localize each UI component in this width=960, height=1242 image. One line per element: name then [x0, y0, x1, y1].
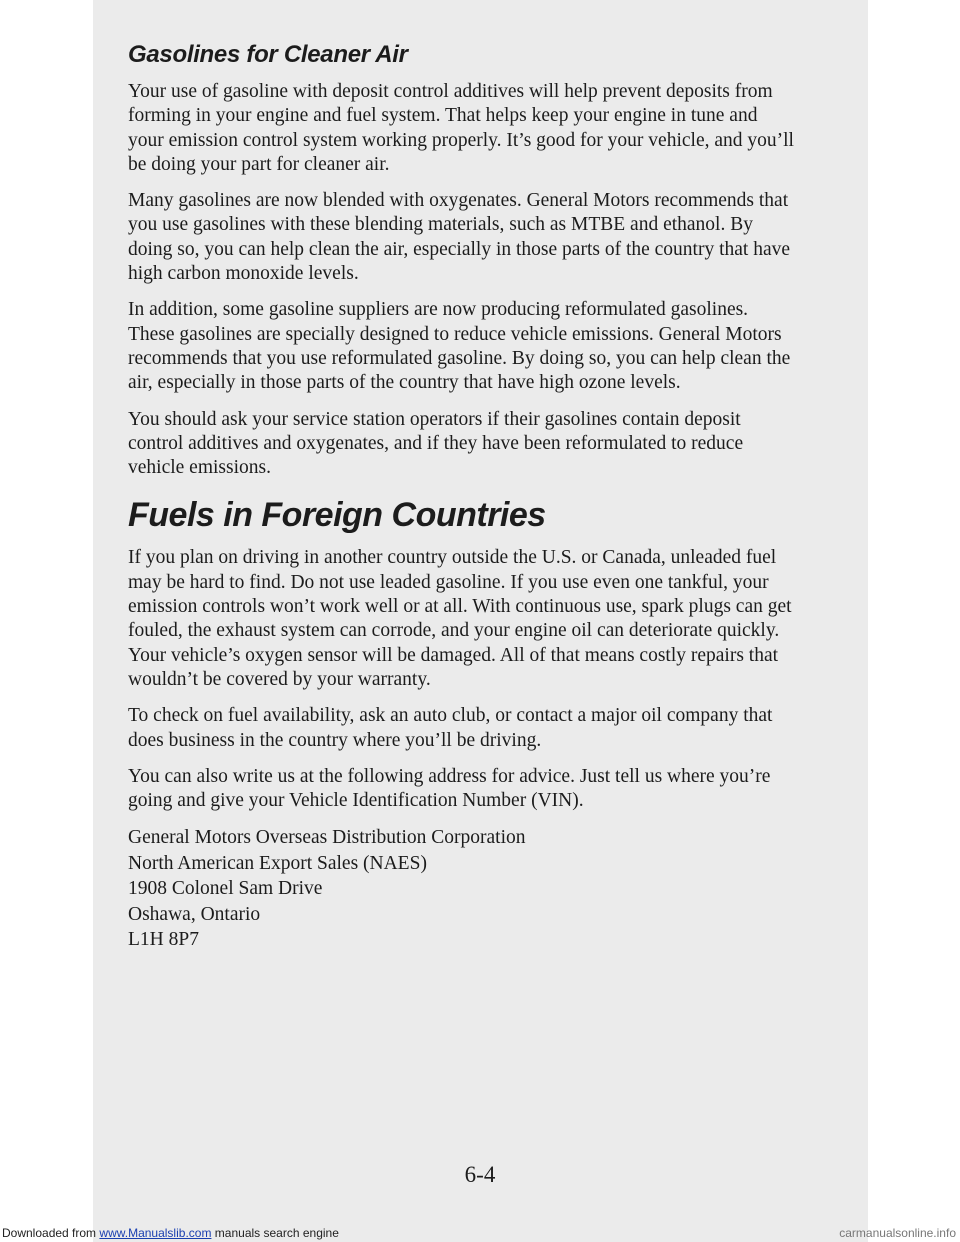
watermark-text: carmanualsonline.info	[839, 1226, 956, 1240]
section-heading-cleaner-air: Gasolines for Cleaner Air	[128, 41, 408, 68]
section-heading-foreign-fuels: Fuels in Foreign Countries	[128, 496, 546, 535]
address-line: General Motors Overseas Distribution Corporation	[128, 827, 526, 849]
address-line: L1H 8P7	[128, 929, 199, 951]
page-content	[128, 40, 798, 953]
paragraph: In addition, some gasoline suppliers are now producing reformulated gasolines. These gasolines are specially designed to reduce vehicle emissions. General Motors recommends that you use reformulated gasoline. By doing so, you can help clean the air, especially in those parts of the country that have high ozone levels.	[128, 299, 791, 394]
download-footer	[0, 1226, 960, 1242]
address-line: North American Export Sales (NAES)	[128, 852, 427, 874]
paragraph: Your use of gasoline with deposit control additives will help prevent deposits from forming in your engine and fuel system. That helps keep your engine in tune and your emission control system working properly. It’s good for your vehicle, and you’ll be doing your part for cleaner air.	[128, 81, 794, 175]
paragraph: To check on fuel availability, ask an auto club, or contact a major oil company that does business in the country where you’ll be driving.	[128, 705, 773, 751]
footer-prefix: Downloaded from	[2, 1226, 97, 1240]
address-line: 1908 Colonel Sam Drive	[128, 878, 323, 900]
footer-suffix: manuals search engine	[214, 1226, 339, 1240]
paragraph: Many gasolines are now blended with oxygenates. General Motors recommends that you use gasolines with these blending materials, such as MTBE and ethanol. By doing so, you can help clean the air, especially in those parts of the country that have high carbon monoxide levels.	[128, 190, 791, 285]
paragraph: If you plan on driving in another country outside the U.S. or Canada, unleaded fuel may be hard to find. Do not use leaded gasoline. If you use even one tankful, your emission controls won’t work well or at all. With continuous use, spark plugs can get fouled, the exhaust system can corrode, and your engine oil can deteriorate quickly. Your vehicle’s oxygen sensor will be damaged. All of that means costly repairs that wouldn’t be covered by your warranty.	[128, 547, 792, 690]
page-number: 6-4	[464, 1162, 496, 1187]
paragraph: You can also write us at the following address for advice. Just tell us where you’re going and give your Vehicle Identification Number (VIN).	[128, 765, 771, 812]
paragraph: You should ask your service station operators if their gasolines contain deposit control additives and oxygenates, and if they have been reformulated to reduce vehicle emissions.	[128, 408, 744, 479]
address-line: Oshawa, Ontario	[128, 903, 261, 925]
manualslib-link[interactable]: www.Manualslib.com	[99, 1226, 212, 1240]
footer-credit	[2, 1225, 339, 1241]
mailing-address	[128, 825, 798, 953]
